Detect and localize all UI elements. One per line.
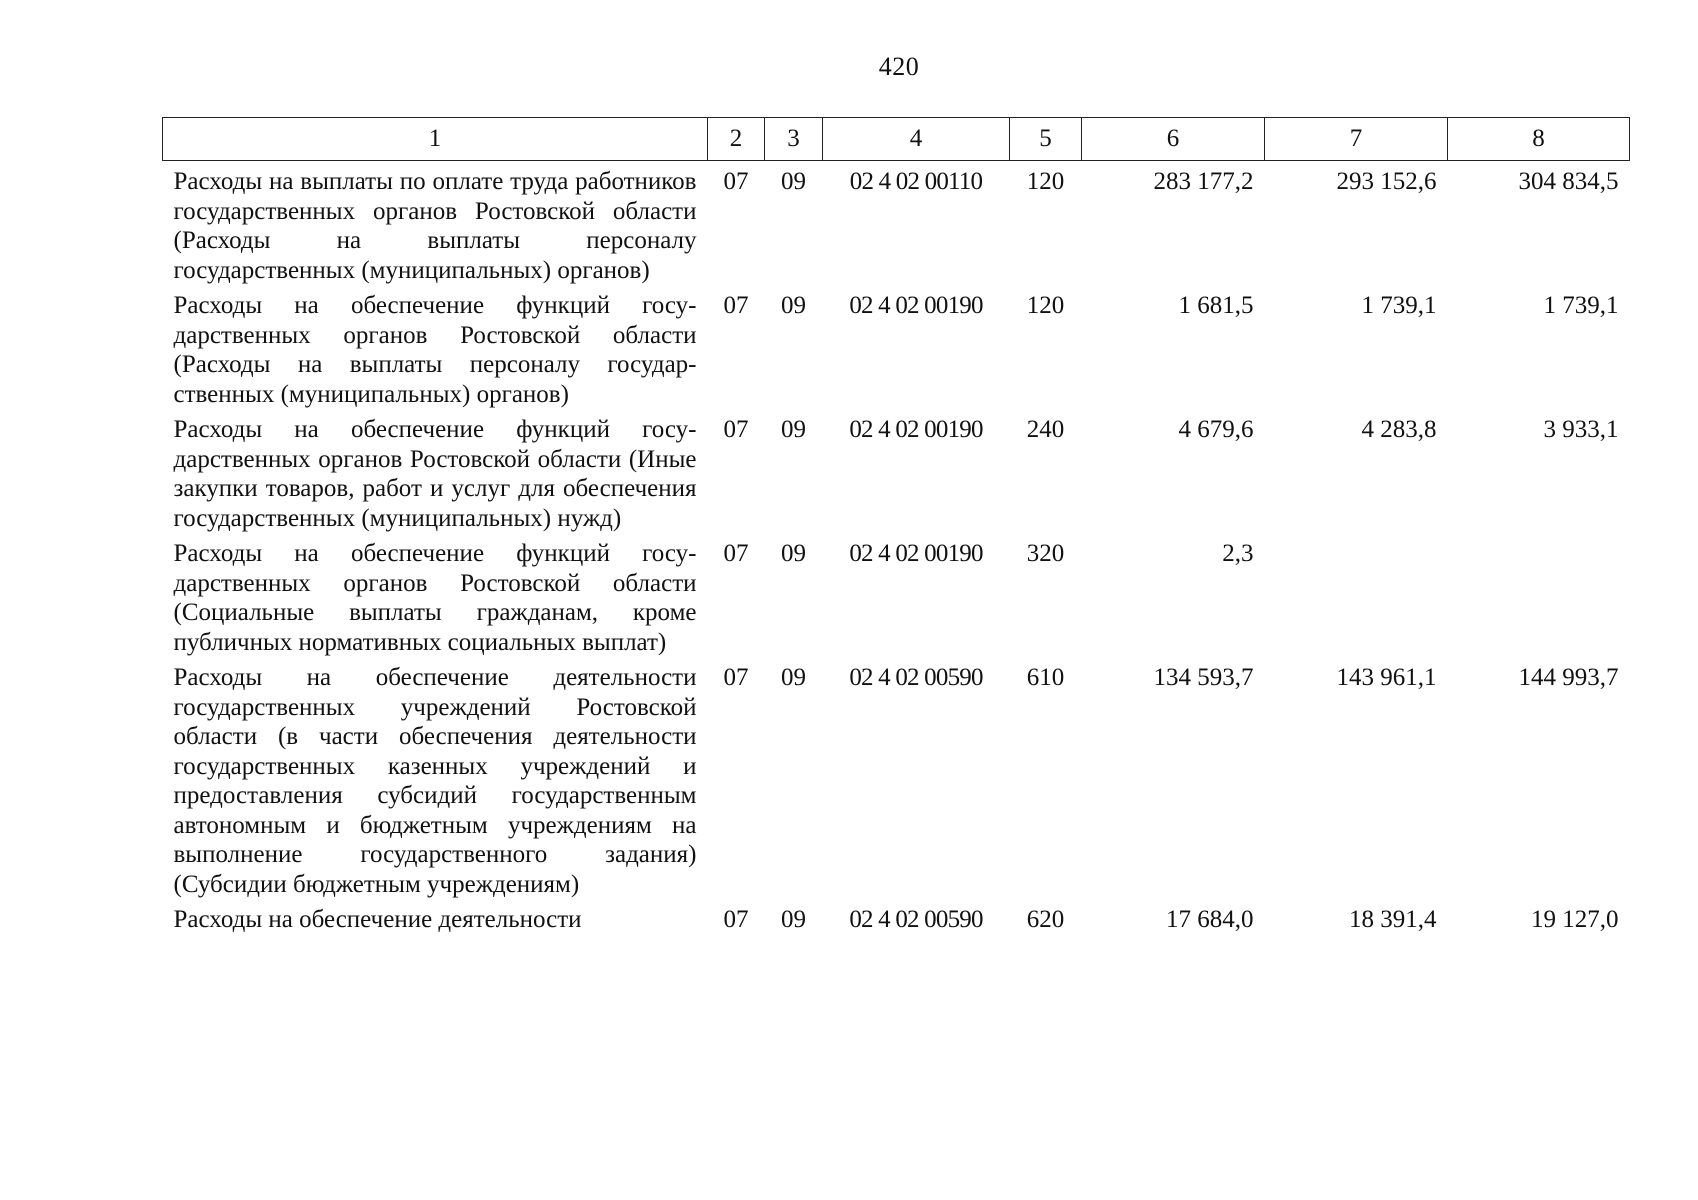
table-row	[163, 415, 1630, 539]
expense-type-code: 240	[1026, 416, 1065, 443]
amount-col7: 143 961,1	[1336, 664, 1437, 691]
expense-type-code: 610	[1026, 664, 1065, 691]
expense-type-code: 120	[1026, 292, 1065, 319]
amount-col8: 144 993,7	[1518, 664, 1619, 691]
expense-description: Расходы на обеспечение деятельности государственных учреждений Ростовской области (в части обеспечения деятельности государственных казенных учреждений и предоставления субсидий государственным автономным и бюджетным учреждениям на выполнение государственного задания) (Субсидии бюджетным учреждениям)	[173, 664, 697, 898]
column-header: 8	[1448, 118, 1630, 161]
target-article-code: 02 4 02 00590	[849, 664, 983, 691]
amount-col8	[1448, 539, 1630, 663]
expense-description: Расходы на выплаты по оплате труда работников государственных органов Ростовской области (Расходы на выплаты персоналу государственных (муниципальных) органов)	[173, 168, 697, 284]
amount-col8: 304 834,5	[1518, 168, 1619, 195]
table-row	[163, 905, 1630, 941]
target-article-code: 02 4 02 00110	[849, 168, 983, 195]
amount-col8: 1 739,1	[1543, 292, 1619, 319]
expense-description: Расходы на обеспечение деятельности	[173, 906, 582, 933]
target-article-code: 02 4 02 00190	[849, 416, 983, 443]
section-code: 07	[723, 664, 749, 691]
amount-col7: 293 152,6	[1336, 168, 1437, 195]
subsection-code: 09	[781, 906, 806, 933]
amount-col8: 3 933,1	[1543, 416, 1619, 443]
subsection-code: 09	[781, 664, 806, 691]
target-article-code: 02 4 02 00590	[849, 906, 983, 933]
amount-col6: 2,3	[1222, 540, 1254, 567]
subsection-code: 09	[781, 540, 806, 567]
column-header: 1	[163, 118, 708, 161]
amount-col6: 1 681,5	[1178, 292, 1254, 319]
subsection-code: 09	[781, 292, 806, 319]
section-code: 07	[723, 292, 749, 319]
amount-col8: 19 127,0	[1531, 906, 1619, 933]
amount-col7: 18 391,4	[1349, 906, 1437, 933]
column-header: 6	[1082, 118, 1265, 161]
table-row	[163, 161, 1630, 292]
table-header-row	[163, 118, 1630, 161]
column-header: 4	[823, 118, 1010, 161]
expense-description: Расходы на обеспечение функций государственных органов Ростовской области (Расходы на выплаты персоналу государственных (муниципальных) органов)	[173, 292, 697, 408]
table-row	[163, 539, 1630, 663]
expense-type-code: 320	[1026, 540, 1065, 567]
expense-description: Расходы на обеспечение функций государственных органов Ростовской области (Иные закупки товаров, работ и услуг для обеспечения государственных (муниципальных) нужд)	[173, 416, 697, 532]
column-header: 5	[1010, 118, 1082, 161]
section-code: 07	[723, 416, 749, 443]
table-row	[163, 663, 1630, 905]
expense-type-code: 620	[1026, 906, 1065, 933]
target-article-code: 02 4 02 00190	[849, 540, 983, 567]
table-row	[163, 291, 1630, 415]
page-number: 420	[878, 52, 920, 81]
amount-col6: 4 679,6	[1178, 416, 1254, 443]
budget-table	[162, 117, 1630, 941]
expense-description: Расходы на обеспечение функций государственных органов Ростовской области (Социальные выплаты гражданам, кроме публичных нормативных социальных выплат)	[173, 540, 697, 656]
amount-col7: 4 283,8	[1361, 416, 1437, 443]
section-code: 07	[723, 906, 749, 933]
expense-type-code: 120	[1026, 168, 1065, 195]
amount-col6: 283 177,2	[1153, 168, 1254, 195]
amount-col6: 134 593,7	[1153, 664, 1254, 691]
amount-col7	[1265, 539, 1448, 663]
subsection-code: 09	[781, 416, 806, 443]
subsection-code: 09	[781, 168, 806, 195]
column-header: 2	[708, 118, 765, 161]
amount-col7: 1 739,1	[1361, 292, 1437, 319]
target-article-code: 02 4 02 00190	[849, 292, 983, 319]
column-header: 7	[1265, 118, 1448, 161]
section-code: 07	[723, 540, 749, 567]
amount-col6: 17 684,0	[1166, 906, 1254, 933]
column-header: 3	[765, 118, 823, 161]
section-code: 07	[723, 168, 749, 195]
